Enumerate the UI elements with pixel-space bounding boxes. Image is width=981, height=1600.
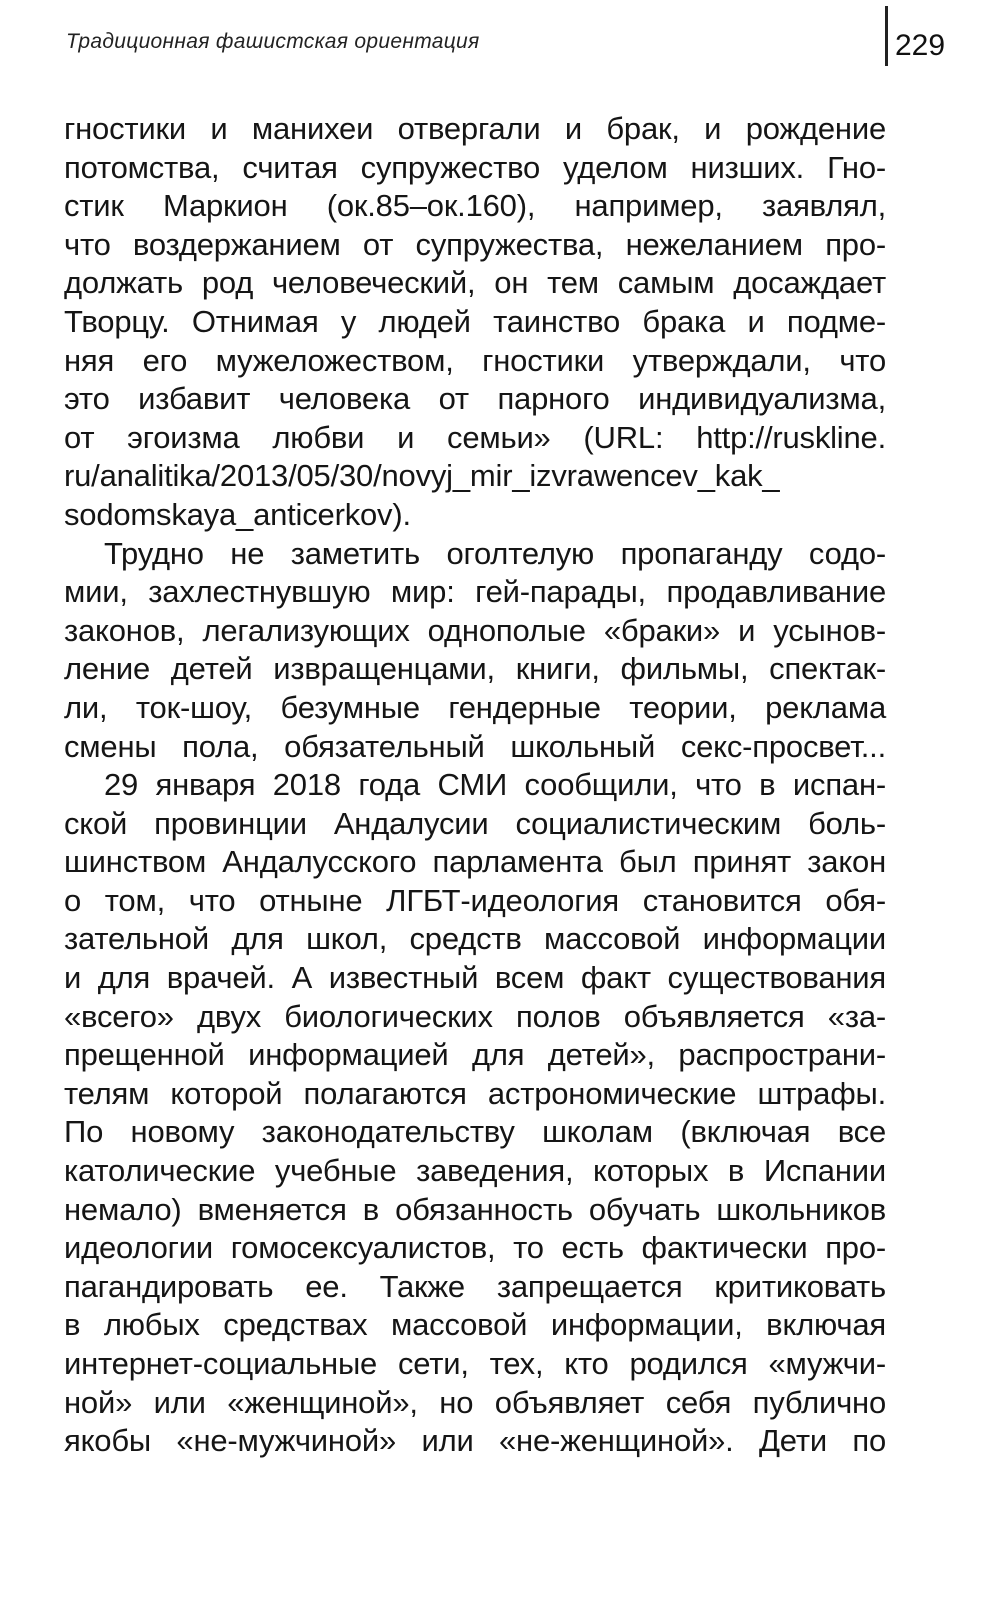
text-line: потомства, считая супружество уделом низших. Гно- bbox=[64, 149, 886, 185]
text-line: телям которой полагаются астрономические штрафы. bbox=[64, 1075, 886, 1111]
text-line: законов, легализующих однополые «браки» и усынов- bbox=[64, 612, 886, 648]
text-line: от эгоизма любви и семьи» (URL: http://ruskline. bbox=[64, 419, 886, 455]
text-line: Творцу. Отнимая у людей таинство брака и подме- bbox=[64, 303, 886, 339]
text-line: что воздержанием от супружества, нежеланием про- bbox=[64, 226, 886, 262]
body-text bbox=[64, 110, 886, 1461]
text-line: ли, ток-шоу, безумные гендерные теории, реклама bbox=[64, 689, 886, 725]
text-line: ление детей извращенцами, книги, фильмы, спектак- bbox=[64, 651, 886, 687]
text-line: стик Маркион (ок.85–ок.160), например, заявлял, bbox=[64, 188, 886, 224]
text-line: католические учебные заведения, которых в Испании bbox=[64, 1153, 886, 1189]
text-line: няя его мужеложеством, гностики утверждали, что bbox=[64, 342, 886, 378]
text-line: ru/analitika/2013/05/30/novyj_mir_izvrawencev_kak_ bbox=[64, 458, 780, 494]
text-line: немало) вменяется в обязанность обучать школьников bbox=[64, 1191, 886, 1227]
text-line: якобы «не-мужчиной» или «не-женщиной». Дети по bbox=[64, 1423, 886, 1459]
text-line: По новому законодательству школам (включая все bbox=[64, 1114, 886, 1150]
text-line: смены пола, обязательный школьный секс-просвет... bbox=[64, 728, 886, 764]
text-line: прещенной информацией для детей», распространи- bbox=[64, 1037, 886, 1073]
text-line: sodomskaya_anticerkov). bbox=[64, 496, 411, 532]
running-title: Традиционная фашистская ориентация bbox=[66, 30, 480, 53]
header-rule bbox=[885, 6, 888, 66]
text-line: мии, захлестнувшую мир: гей-парады, продавливание bbox=[64, 574, 886, 610]
text-line: 29 января 2018 года СМИ сообщили, что в испан- bbox=[104, 767, 886, 803]
text-line: это избавит человека от парного индивидуализма, bbox=[64, 381, 886, 417]
text-line: и для врачей. А известный всем факт существования bbox=[64, 960, 886, 996]
text-line: должать род человеческий, он тем самым досаждает bbox=[64, 265, 886, 301]
text-line: гностики и манихеи отвергали и брак, и рождение bbox=[64, 111, 886, 146]
text-line: Трудно не заметить оголтелую пропаганду содо- bbox=[104, 535, 886, 571]
text-line: о том, что отныне ЛГБТ-идеология становится обя- bbox=[64, 882, 886, 918]
text-line: ской провинции Андалусии социалистическим боль- bbox=[64, 805, 886, 841]
text-line: в любых средствах массовой информации, включая bbox=[64, 1307, 886, 1343]
text-line: зательной для школ, средств массовой информации bbox=[64, 921, 886, 957]
text-line: пагандировать ее. Также запрещается критиковать bbox=[64, 1268, 886, 1304]
text-line: шинством Андалусского парламента был принят закон bbox=[64, 844, 886, 880]
text-line: ной» или «женщиной», но объявляет себя публично bbox=[64, 1384, 886, 1420]
text-line: идеологии гомосексуалистов, то есть фактически про- bbox=[64, 1230, 886, 1266]
text-line: интернет-социальные сети, тех, кто родился «мужчи- bbox=[64, 1346, 886, 1381]
text-line: «всего» двух биологических полов объявляется «за- bbox=[64, 998, 886, 1034]
page-number: 229 bbox=[895, 29, 946, 62]
